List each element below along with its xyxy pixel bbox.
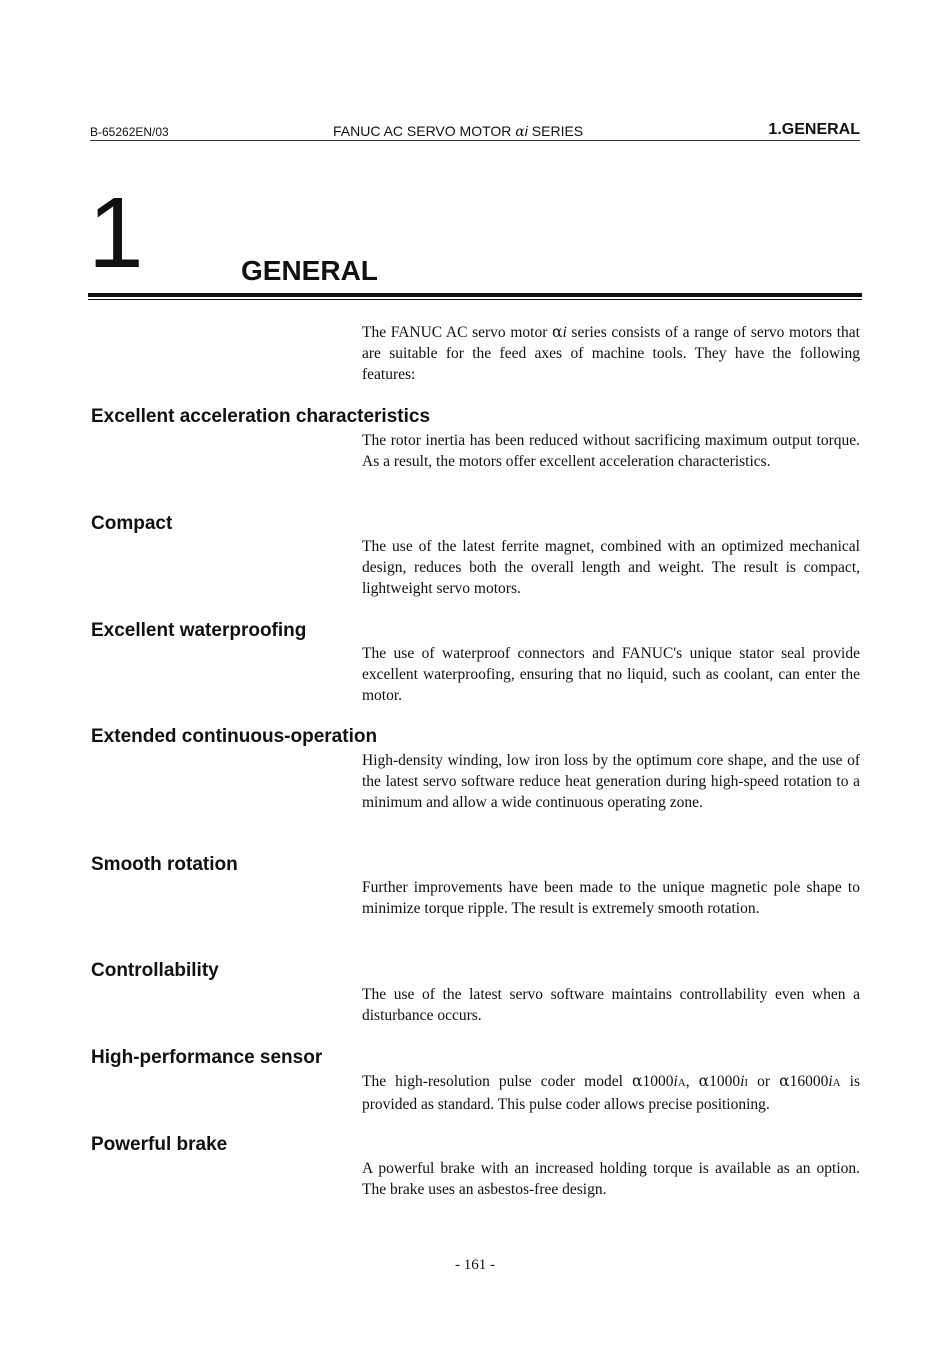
model-3-suffix: A [832,1077,841,1089]
running-chapter [768,121,860,139]
section-text-sensor [362,1071,860,1115]
section-heading-compact: Compact [91,513,173,534]
model-3-number: 16000 [789,1073,829,1090]
doc-code: B-65262EN/03 [90,125,169,139]
section-heading-controllability: Controllability [91,960,219,981]
header-rule [90,140,860,141]
section-text-compact: The use of the latest ferrite magnet, combined with an optimized mechanical design, reduces both the overall length and weight. The result is compact, lightweight servo motors. [362,538,860,597]
model-1-number: 1000 [642,1073,674,1090]
model-1-greek: α [631,1072,643,1090]
sensor-separator-2: or [748,1073,780,1090]
sensor-text-pre: The high-resolution pulse coder model [362,1073,632,1090]
sensor-separator-1: , [685,1073,699,1090]
section-text-acceleration: The rotor inertia has been reduced without sacrificing maximum output torque. As a result, the motors offer excellent acceleration characteristics. [362,432,860,470]
model-2-italic: i [740,1073,745,1090]
chapter-rule-thin [88,299,862,300]
running-title-prefix: FANUC AC SERVO MOTOR [333,123,516,139]
section-heading-smooth-rotation: Smooth rotation [91,854,238,875]
section-heading-continuous-operation: Extended continuous-operation [91,726,378,747]
chapter-title: GENERAL [241,255,378,286]
intro-pre: The FANUC AC servo motor [362,324,552,341]
intro-paragraph [362,322,860,385]
section-text-waterproofing: The use of waterproof connectors and FANUC's unique stator seal provide excellent waterproofing, ensuring that no liquid, such as coolant, can enter the motor. [362,645,860,704]
intro-greek: α [552,323,563,341]
intro-italic: i [562,324,567,341]
section-text-smooth-rotation: Further improvements have been made to the unique magnetic pole shape to minimize torque ripple. The result is extremely smooth rotation. [362,879,860,917]
running-title-suffix: SERIES [527,123,584,139]
running-chapter-number: 1 [768,121,778,138]
running-chapter-name: .GENERAL [777,121,860,138]
page-number: - 161 - [455,1257,495,1273]
section-heading-acceleration: Excellent acceleration characteristics [91,406,431,427]
section-heading-sensor: High-performance sensor [91,1047,323,1068]
model-3-italic: i [828,1073,833,1090]
running-title-greek: α [515,124,525,140]
sensor-text-post: is provided as standard. This pulse coder allows precise positioning. [362,1073,861,1113]
section-heading-brake: Powerful brake [91,1134,228,1155]
chapter-number: 1 [88,177,142,289]
section-heading-waterproofing: Excellent waterproofing [91,620,307,641]
section-text-controllability: The use of the latest servo software maintains controllability even when a disturbance occurs. [362,986,860,1024]
chapter-rule-thick [88,293,862,297]
model-2-number: 1000 [709,1073,741,1090]
running-title [333,123,583,140]
model-2-greek: α [698,1072,710,1090]
model-1-suffix: A [677,1077,686,1089]
model-1-italic: i [673,1073,678,1090]
running-title-italic: i [524,123,528,139]
model-3-greek: α [779,1072,790,1090]
section-text-brake: A powerful brake with an increased holding torque is available as an option. The brake uses an asbestos-free design. [362,1160,860,1198]
section-text-continuous-operation: High-density winding, low iron loss by the optimum core shape, and the use of the latest servo software reduce heat generation during high-speed rotation to a minimum and allow a wide continuous operating zone. [362,752,860,811]
intro-post: series consists of a range of servo motors that are suitable for the feed axes of machine tools. They have the following features: [362,324,860,383]
model-2-suffix: I [744,1077,749,1089]
